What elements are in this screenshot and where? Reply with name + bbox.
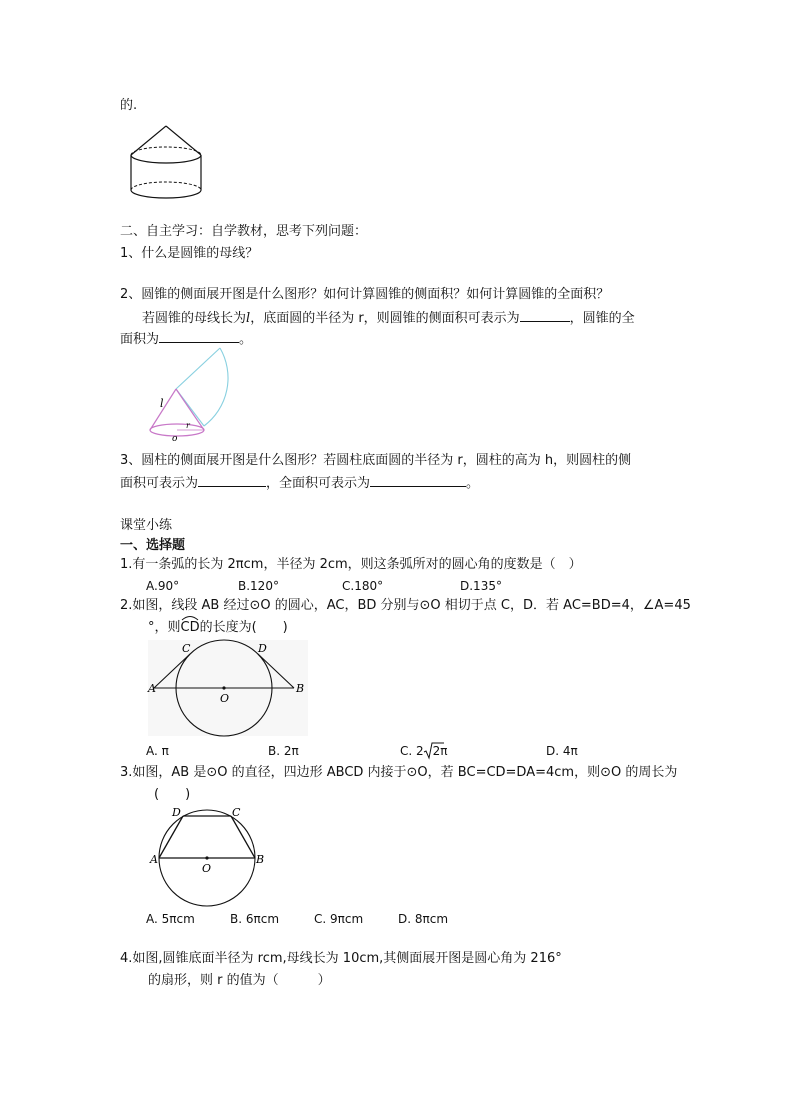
circle-tangent-figure xyxy=(148,640,308,736)
cone-label-l: l xyxy=(160,397,164,410)
practice-q2-line1: 2.如图，线段 AB 经过⊙O 的圆心，AC，BD 分别与⊙O 相切于点 C，D．若 AC=BD=4，∠A=45 xyxy=(120,598,691,613)
sqrt-radicand: 2 xyxy=(432,744,441,758)
q2-line2-b: ，底面圆的半径为 r，则圆锥的侧面积可表示为 xyxy=(250,311,520,326)
q2-line2-a: 若圆锥的母线长为 xyxy=(142,311,247,326)
q2-option-b[interactable]: B. 2π xyxy=(268,744,299,758)
q1-option-c[interactable]: C.180° xyxy=(342,579,384,593)
q3-label-a: A xyxy=(150,853,158,866)
q2-label-o: O xyxy=(220,692,230,705)
total-area-blank[interactable] xyxy=(159,330,239,343)
q2-option-d[interactable]: D. 4π xyxy=(546,744,578,758)
practice-q1-text: 1.有一条弧的长为 2πcm，半径为 2cm，则这条弧所对的圆心角的度数是（ ） xyxy=(120,557,582,572)
q3-label-c: C xyxy=(232,806,241,819)
q2-line3-end: 。 xyxy=(239,332,253,347)
cylinder-cone-figure xyxy=(128,122,204,202)
q2-line3-a: 面积为 xyxy=(120,332,160,347)
q2-label-d: D xyxy=(258,642,267,655)
q2-label-c: C xyxy=(182,642,191,655)
practice-title: 课堂小练 xyxy=(120,518,173,533)
q3-line2-end: 。 xyxy=(466,476,480,491)
q1-option-d[interactable]: D.135° xyxy=(460,579,502,593)
q2-var-l: l xyxy=(246,311,251,326)
practice-q3-line1: 3.如图，AB 是⊙O 的直径，四边形 ABCD 内接于⊙O，若 BC=CD=DA=4cm，则⊙O 的周长为 xyxy=(120,765,678,780)
q1-option-b[interactable]: B.120° xyxy=(238,579,279,593)
arc-symbol-icon xyxy=(181,615,199,621)
arc-cd-notation xyxy=(181,620,200,636)
q2-line2-prefix: °，则 xyxy=(148,620,181,635)
q3-option-c[interactable]: C. 9πcm xyxy=(314,912,364,926)
cone-unfolding-figure xyxy=(146,346,238,446)
q3-label-b: B xyxy=(256,853,265,866)
section2-heading: 二、自主学习：自学教材，思考下列问题： xyxy=(120,224,368,239)
sqrt-icon xyxy=(424,742,444,760)
q3-option-a[interactable]: A. 5πcm xyxy=(146,912,195,926)
practice-q3-line2: ( ) xyxy=(154,787,191,802)
practice-q4-line1: 4.如图,圆锥底面半径为 rcm,母线长为 10cm,其侧面展开图是圆心角为 216° xyxy=(120,951,562,966)
cone-label-r: r xyxy=(186,421,190,430)
q3-label-d: D xyxy=(172,806,181,819)
q2-option-c-prefix: C. 2 xyxy=(400,744,424,758)
arc-cd-text: CD xyxy=(180,620,200,635)
q2-option-a[interactable]: A. π xyxy=(146,744,169,758)
q2-label-b: B xyxy=(296,682,305,695)
lateral-area-blank[interactable] xyxy=(520,309,570,322)
cylinder-lateral-blank[interactable] xyxy=(198,474,266,487)
q3-label-o: O xyxy=(202,862,212,875)
inscribed-quadrilateral-figure xyxy=(150,804,270,908)
q2-line2-suffix: 的长度为( ) xyxy=(199,620,288,635)
section2-q2-line2 xyxy=(142,309,635,327)
cylinder-total-blank[interactable] xyxy=(370,474,466,487)
q3-option-b[interactable]: B. 6πcm xyxy=(230,912,280,926)
section2-q3-line2 xyxy=(120,474,479,492)
sqrt-expression xyxy=(424,743,441,759)
practice-q4-line2: 的扇形，则 r 的值为（ ） xyxy=(148,973,331,988)
intro-tail-text: 的. xyxy=(120,98,138,113)
q3-line2-a: 面积可表示为 xyxy=(120,476,199,491)
section2-q2-line1: 2、圆锥的侧面展开图是什么图形？如何计算圆锥的侧面积？如何计算圆锥的全面积？ xyxy=(120,287,610,302)
q2-line2-c: ，圆锥的全 xyxy=(569,311,635,326)
q2-option-c[interactable] xyxy=(400,743,448,759)
q3-option-d[interactable]: D. 8πcm xyxy=(398,912,449,926)
q3-line2-b: ，全面积可表示为 xyxy=(266,476,371,491)
cone-label-o: o xyxy=(172,434,178,444)
q1-option-a[interactable]: A.90° xyxy=(146,579,180,593)
choice-section-title: 一、选择题 xyxy=(120,538,186,553)
q2-option-c-pi: π xyxy=(440,744,448,758)
section2-q3-line1: 3、圆柱的侧面展开图是什么图形？若圆柱底面圆的半径为 r，圆柱的高为 h，则圆柱的侧 xyxy=(120,453,632,468)
section2-q1: 1、什么是圆锥的母线？ xyxy=(120,246,259,261)
practice-q2-line2 xyxy=(148,620,288,636)
q2-label-a: A xyxy=(148,682,156,695)
